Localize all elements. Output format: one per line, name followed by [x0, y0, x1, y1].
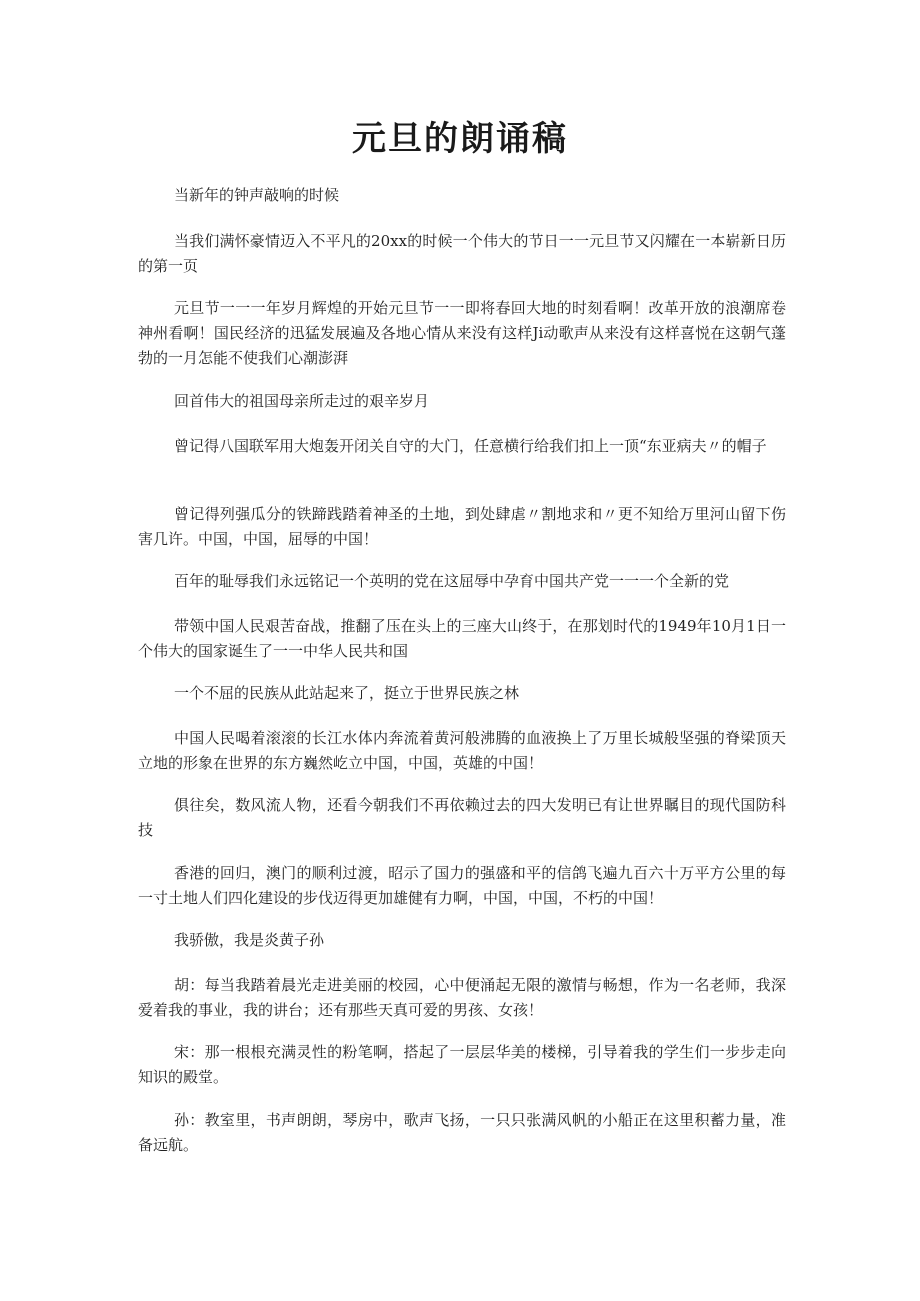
paragraph: 曾记得列强瓜分的铁蹄践踏着神圣的土地，到处肆虐〃割地求和〃更不知给万里河山留下伤害几许。中国，中国，屈辱的中国！ [138, 505, 786, 548]
paragraph: 一个不屈的民族从此站起来了，挺立于世界民族之林 [174, 684, 520, 702]
paragraph: 宋：那一根根充满灵性的粉笔啊，搭起了一层层华美的楼梯，引导着我的学生们一步步走向知识的殿堂。 [138, 1043, 786, 1086]
paragraph: 香港的回归，澳门的顺利过渡，昭示了国力的强盛和平的信鸽飞遍九百六十万平方公里的每一寸土地人们四化建设的步伐迈得更加雄健有力啊，中国，中国，不朽的中国！ [138, 864, 786, 907]
paragraph: 俱往矣，数风流人物，还看今朝我们不再依赖过去的四大发明已有让世界瞩目的现代国防科技 [138, 796, 786, 839]
document-title: 元旦的朗诵稿 [352, 119, 568, 159]
paragraph: 当我们满怀豪情迈入不平凡的20xx的时候一个伟大的节日一一元旦节又闪耀在一本崭新日历的第一页 [138, 232, 786, 275]
paragraph: 曾记得八国联军用大炮轰开闭关自守的大门，任意横行给我们扣上一顶“东亚病夫〃的帽子 [174, 437, 767, 455]
paragraph: 孙：教室里，书声朗朗，琴房中，歌声飞扬，一只只张满风帆的小船正在这里积蓄力量，准备远航。 [138, 1111, 786, 1154]
paragraph: 中国人民喝着滚滚的长江水体内奔流着黄河般沸腾的血液换上了万里长城般坚强的脊梁顶天立地的形象在世界的东方巍然屹立中国，中国，英雄的中国！ [138, 729, 786, 772]
paragraph: 百年的耻辱我们永远铭记一个英明的党在这屈辱中孕育中国共产党一一一个全新的党 [174, 572, 730, 590]
paragraph: 元旦节一一一年岁月辉煌的开始元旦节一一即将春回大地的时刻看啊！改革开放的浪潮席卷神州看啊！国民经济的迅猛发展遍及各地心情从来没有这样Ji动歌声从来没有这样喜悦在这朝气蓬勃的一月怎能不使我们心潮澎湃 [138, 299, 786, 367]
paragraph: 当新年的钟声敲响的时候 [174, 186, 340, 204]
paragraph: 回首伟大的祖国母亲所走过的艰辛岁月 [174, 392, 430, 410]
paragraph: 我骄傲，我是炎黄子孙 [174, 931, 325, 949]
paragraph: 胡：每当我踏着晨光走进美丽的校园，心中便涌起无限的激情与畅想，作为一名老师，我深爱着我的事业，我的讲台；还有那些天真可爱的男孩、女孩！ [138, 976, 786, 1019]
paragraph: 带领中国人民艰苦奋战，推翻了压在头上的三座大山终于，在那划时代的1949年10月1日一个伟大的国家诞生了一一中华人民共和国 [138, 617, 786, 660]
